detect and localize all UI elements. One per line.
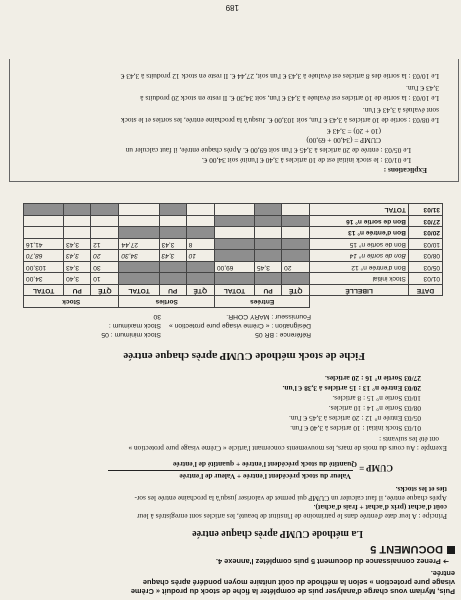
table-cell: 103,00 (24, 262, 64, 274)
table-cell (64, 227, 91, 239)
table-total-row (24, 204, 443, 216)
table-cell: 3,43 (159, 239, 186, 251)
table-cell (282, 216, 310, 228)
table-cell (159, 273, 186, 285)
intro-instruction: ➔ Prenez connaissance du document 5 puis complétez l'annexe 4. (215, 557, 449, 566)
explanation-line-8: 3,43 € l'un. (406, 84, 439, 93)
table-cell: Stock initial (310, 273, 409, 285)
formula-numerator: Valeur du stock précédent l'entrée + Valeur de l'entrée (179, 472, 351, 481)
table-cell (91, 216, 119, 228)
table-cell: 34,30 (119, 250, 159, 262)
table-cell: 10 (91, 273, 119, 285)
stock-card-table (23, 204, 443, 309)
table-cell (119, 227, 159, 239)
table-cell: 20/03 (408, 227, 442, 239)
explanation-line-2: Le 05/03 : entrée de 20 articles à 3,45 € l'un soit 69,00 €. Après chaque entrée, il faut calculer un (125, 146, 411, 155)
table-cell: Bon d'entrée n° 12 (310, 262, 409, 274)
example-movement-5: 20/03 Entrée n° 13 : 15 articles à 3,38 € l'un. (282, 384, 421, 393)
example-line-1: Exemple : Au cours du mois de mars, les mouvements concernant l'article « Crème visage pure protection » (128, 444, 447, 453)
formula-fraction-bar (108, 470, 353, 471)
table-cell (186, 227, 214, 239)
section-title: La méthode CUMP après chaque entrée (192, 528, 363, 539)
intro-line-2: visage pure protection » selon la méthode du coût unitaire moyen pondéré après chaque (142, 578, 455, 587)
table-cell (186, 216, 214, 228)
table-cell: 12 (91, 239, 119, 251)
table-cell: 3,40 (64, 273, 91, 285)
table-cell: 10 (186, 250, 214, 262)
table-cell (255, 216, 282, 228)
table-cell: 31/03 (408, 204, 442, 216)
table-cell (24, 227, 64, 239)
table-cell (282, 204, 310, 216)
table-cell (91, 227, 119, 239)
table-cell (119, 273, 159, 285)
table-cell (214, 250, 254, 262)
table-cell: Bon de sortie n° 15 (310, 239, 409, 251)
table-cell: 10/03 (408, 239, 442, 251)
table-cell: 34,00 (24, 273, 64, 285)
explanation-line-1: Le 01/03 : le stock initial est de 10 articles à 3,40 € l'unité soit 34,00 €. (201, 156, 411, 165)
reference: Référence : BR 05 (255, 331, 311, 338)
table-cell (186, 262, 214, 274)
table-cell (186, 204, 214, 216)
table-cell (255, 239, 282, 251)
table-cell (214, 239, 254, 251)
table-cell (282, 239, 310, 251)
column-header: QTÉ (282, 285, 310, 297)
table-cell: 27,44 (119, 239, 159, 251)
table-cell (255, 204, 282, 216)
column-header: TOTAL (119, 285, 159, 297)
table-cell (64, 216, 91, 228)
table-cell: 27/03 (408, 216, 442, 228)
table-cell (159, 216, 186, 228)
principle-line-4: ties et les stocks. (395, 485, 447, 494)
table-cell (91, 204, 119, 216)
table-group-header-row (24, 296, 443, 308)
stock-minimum: Stock minimum : 05 (101, 331, 161, 338)
table-cell: 3,43 (64, 250, 91, 262)
table-cell: 20 (282, 262, 310, 274)
table-cell (282, 227, 310, 239)
table-cell (186, 273, 214, 285)
table-cell: Bon d'entrée n° 13 (310, 227, 409, 239)
table-cell (119, 262, 159, 274)
explanation-line-9: Le 10/03 : la sortie des 8 articles est évaluée à 3,43 € l'un soit, 27,44 €. Il reste en stock 12 produits à 3,43 € (120, 72, 439, 81)
table-header-row (24, 285, 443, 297)
table-cell (119, 216, 159, 228)
principle-line-3: Après chaque entrée, il faut calculer un CUMP qui permet de valoriser jusqu'à la prochaine entrée les sor- (134, 494, 447, 503)
explanations-frame (9, 59, 459, 182)
table-cell: TOTAL (310, 204, 409, 216)
explanation-line-5: Le 08/03 : sortie de 10 articles à 3,43 € l'un, soit 103,00 €. Jusqu'à la prochaine entrée, les sorties et le stock (120, 116, 439, 125)
column-header: LIBELLÉ (310, 285, 409, 297)
group-header-exits: Sorties (119, 296, 214, 308)
table-cell: Bon de sortie n° 16 (310, 216, 409, 228)
example-movement-2: 05/03 Entrée n° 12 : 20 articles à 3,45 € l'un. (289, 414, 421, 423)
explanation-line-4: (10 + 20) = 3,43 € (327, 127, 381, 136)
table-cell: 41,16 (24, 239, 64, 251)
table-cell (214, 204, 254, 216)
table-row (24, 227, 443, 239)
explanation-line-7: Le 10/03 : la sortie de 10 articles est évaluée à 3,43 € l'un, soit 34,30 €. Il reste en stock 20 produits à (140, 94, 439, 103)
intro-line-1: Puis, Myriam vous charge d'analyser puis de compléter la fiche de stock du produit « Crème (130, 587, 455, 596)
formula-lhs: CUMP = (359, 463, 393, 473)
supplier: Fournisseur : MARY COHR. (226, 313, 311, 320)
example-movement-3: 08/03 Sortie n° 14 : 10 articles. (328, 404, 421, 413)
table-cell (159, 262, 186, 274)
example-movement-1: 01/03 Stock initial : 10 articles à 3,40 € l'un. (290, 424, 421, 433)
column-header: DATE (408, 285, 442, 297)
table-cell (24, 216, 64, 228)
example-movement-4: 10/03 Sortie n° 15 : 8 articles. (332, 394, 421, 403)
stock-card-title: Fiche de stock méthode CUMP après chaque entrée (123, 350, 365, 362)
table-cell (64, 204, 91, 216)
table-row (24, 250, 443, 262)
intro-line-3: entrée. (430, 569, 455, 578)
table-cell: 3,43 (64, 239, 91, 251)
table-cell: 3,43 (64, 262, 91, 274)
table-cell (255, 250, 282, 262)
table-cell: 05/03 (408, 262, 442, 274)
table-cell: 3,45 (255, 262, 282, 274)
square-bullet-icon (447, 546, 455, 554)
column-header: PU (255, 285, 282, 297)
table-cell: 69,00 (214, 262, 254, 274)
document-heading: DOCUMENT 5 (370, 544, 455, 554)
table-cell: 08/03 (408, 250, 442, 262)
table-cell (119, 204, 159, 216)
table-cell (255, 227, 282, 239)
table-cell: 30 (91, 262, 119, 274)
table-cell (282, 250, 310, 262)
table-cell (214, 273, 254, 285)
table-row (24, 262, 443, 274)
example-movement-6: 27/03 Sortie n° 16 : 20 articles. (325, 374, 421, 383)
column-header: PU (159, 285, 186, 297)
column-header: TOTAL (214, 285, 254, 297)
table-cell (159, 204, 186, 216)
table-cell: 68,70 (24, 250, 64, 262)
table-cell: Bon de sortie n° 14 (310, 250, 409, 262)
table-cell (282, 273, 310, 285)
column-header: QTÉ (186, 285, 214, 297)
column-header: PU (64, 285, 91, 297)
designation: Désignation : « Crème visage pure protection » (168, 322, 311, 329)
table-cell (214, 216, 254, 228)
group-header-entries: Entrées (214, 296, 309, 308)
principle-line-1: Principe : A leur date d'entrée dans le patrimoine de l'institut de beauté, les articles sont enregistrés à leur (137, 512, 447, 521)
example-line-2: ont été les suivants : (379, 435, 439, 444)
table-row (24, 239, 443, 251)
table-row (24, 273, 443, 285)
explanations-title: Explications : (383, 166, 427, 175)
table-cell: 01/03 (408, 273, 442, 285)
page-number: 189 (225, 3, 239, 12)
column-header: QTÉ (91, 285, 119, 297)
table-cell (214, 227, 254, 239)
principle-line-2: coût d'achat (prix d'achat + frais d'achat). (313, 503, 447, 512)
table-cell (24, 204, 64, 216)
arrow-icon: ➔ (440, 557, 449, 566)
table-cell (159, 227, 186, 239)
explanation-line-6: sont évalués à 3,43 € l'un. (362, 106, 439, 115)
table-cell: 3,43 (159, 250, 186, 262)
stock-maximum: Stock maximum : 30 (108, 313, 161, 329)
explanation-line-3: CUMP = (34,00 + 69,00) (306, 136, 381, 145)
table-row (24, 216, 443, 228)
column-header: TOTAL (24, 285, 64, 297)
formula-denominator: Quantité du stock précédent l'entrée + quantité de l'entrée (172, 460, 357, 469)
group-header-stock: Stock (24, 296, 119, 308)
table-cell: 20 (91, 250, 119, 262)
table-cell (255, 273, 282, 285)
table-cell: 8 (186, 239, 214, 251)
